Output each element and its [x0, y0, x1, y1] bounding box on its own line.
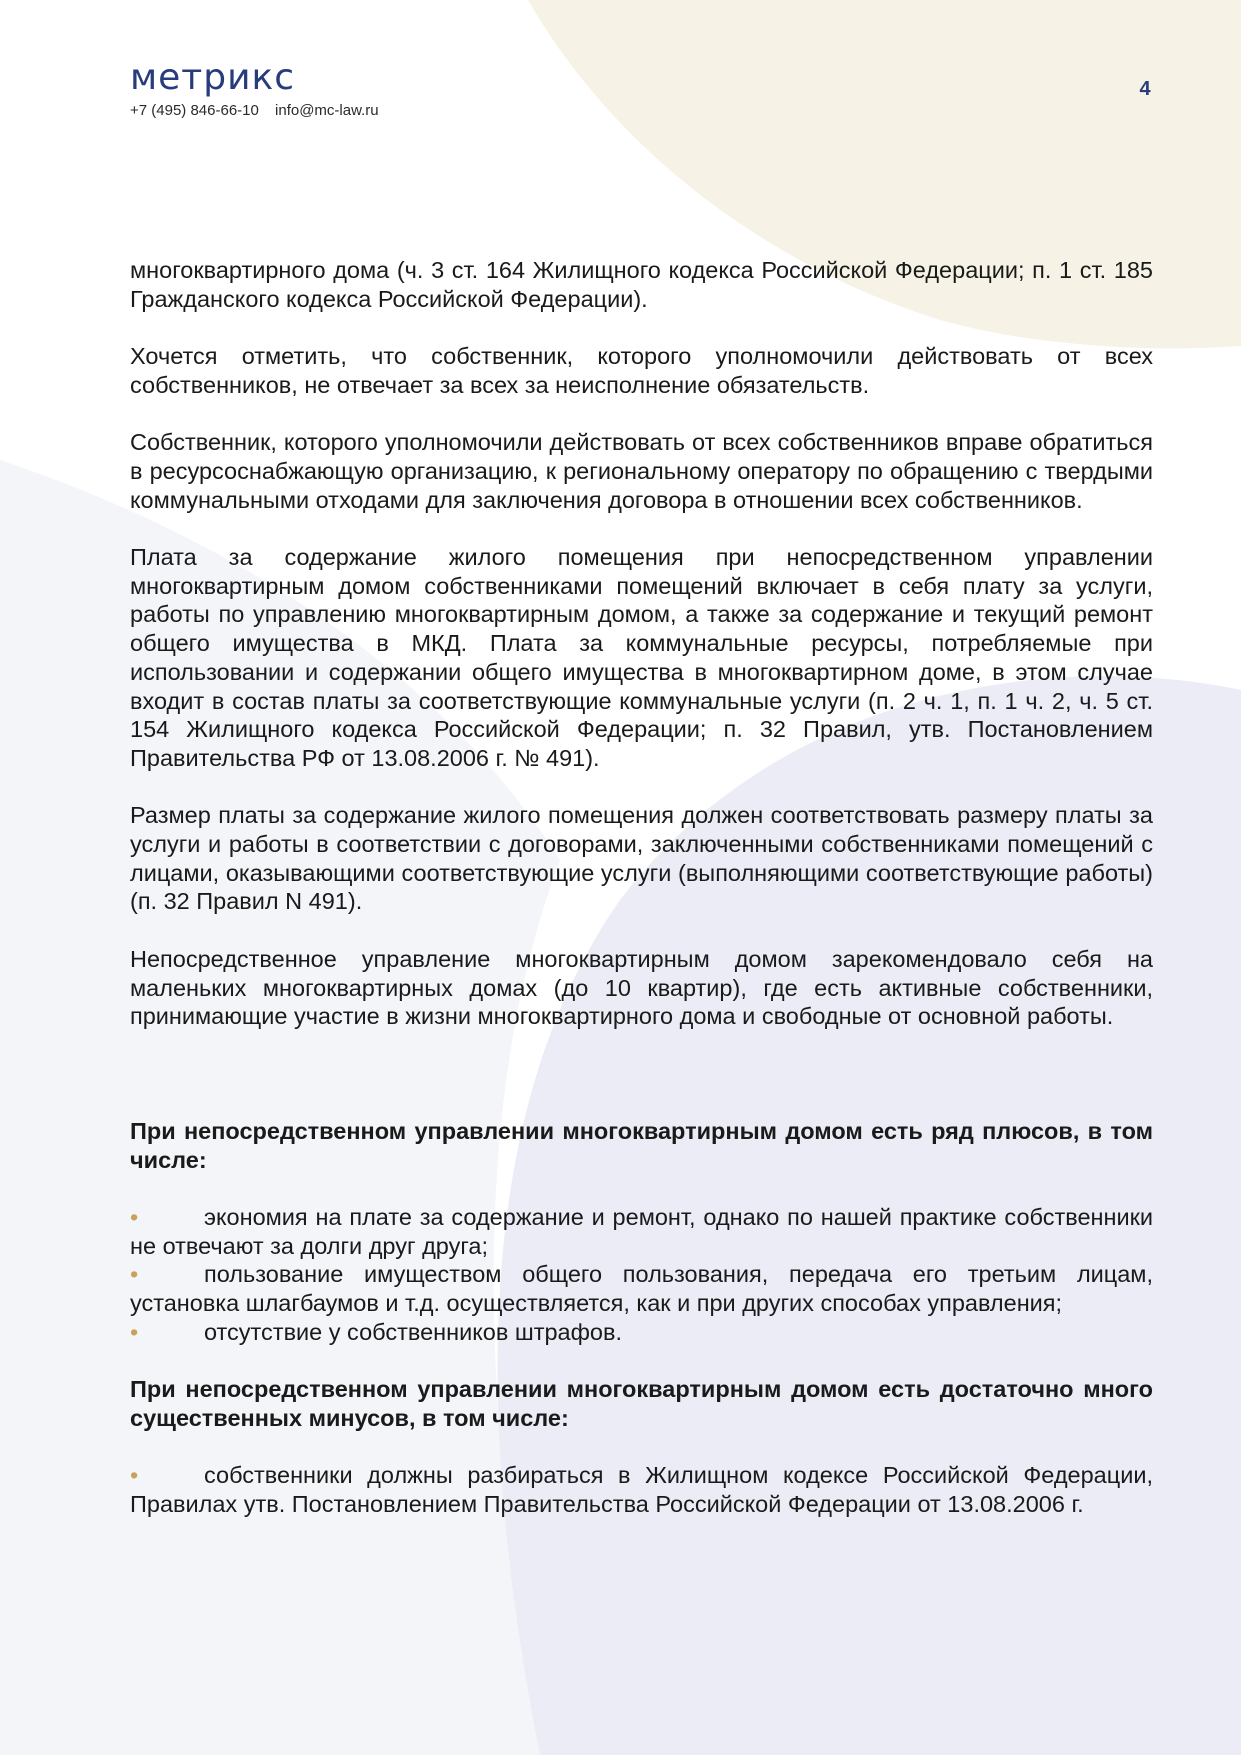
- bullet-icon: •: [130, 1204, 139, 1230]
- paragraph: Собственник, которого уполномочили действовать от всех собственников вправе обратиться в ресурсоснабжающую организацию, к региональному оператору по обращению с твердыми коммунальными отходами для заключения договора в отношении всех собственников.: [130, 429, 1153, 513]
- list-item: [130, 1203, 1153, 1260]
- document-body: [130, 256, 1153, 1519]
- list-item: [130, 1260, 1153, 1317]
- bullet-icon: •: [130, 1462, 139, 1489]
- paragraph: многоквартирного дома (ч. 3 ст. 164 Жилищного кодекса Российской Федерации; п. 1 ст. 185 Гражданского кодекса Российской Федерации).: [130, 257, 1153, 312]
- cons-heading: При непосредственном управлении многоквартирным домом есть достаточно много существенных минусов, в том числе:: [130, 1376, 1153, 1431]
- list-item-text: отсутствие у собственников штрафов.: [204, 1318, 623, 1345]
- contacts: [130, 102, 379, 119]
- phone-number[interactable]: +7 (495) 846-66-10: [130, 102, 259, 119]
- paragraph: Непосредственное управление многоквартирным домом зарекомендовало себя на маленьких многоквартирных домах (до 10 квартир), где есть активные собственники, принимающие участие в жизни многоквартирного дома и свободные от основной работы.: [130, 945, 1153, 1030]
- bullet-icon: •: [130, 1261, 139, 1288]
- list-item: [130, 1318, 1153, 1347]
- bullet-icon: •: [130, 1318, 139, 1345]
- list-item-text: пользование имуществом общего пользования, передача его третьим лицам, установка шлагбаумов и т.д. осуществляется, как и при других способах управления;: [130, 1261, 1153, 1317]
- page-number: 4: [1139, 78, 1151, 100]
- list-item-text: собственники должны разбираться в Жилищном кодексе Российской Федерации, Правилах утв. Постановлением Правительства Российской Федерации от 13.08.2006 г.: [130, 1462, 1153, 1517]
- paragraph: Плата за содержание жилого помещения при непосредственном управлении многоквартирным домом собственниками помещений включает в себя плату за услуги, работы по управлению многоквартирным домом, а также за содержание и текущий ремонт общего имущества в МКД. Плата за коммунальные ресурсы, потребляемые при использовании и содержании общего имущества в многоквартирном доме, в этом случае входит в состав платы за соответствующие коммунальные услуги (п. 2 ч. 1, п. 1 ч. 2, ч. 5 ст. 154 Жилищного кодекса Российской Федерации; п. 32 Правил, утв. Постановлением Правительства РФ от 13.08.2006 г. № 491).: [130, 543, 1153, 771]
- email-link[interactable]: info@mc-law.ru: [275, 102, 379, 119]
- company-logo[interactable]: метрикс: [130, 57, 296, 98]
- list-item-text: экономия на плате за содержание и ремонт, однако по нашей практике собственники не отвечают за долги друг друга;: [130, 1204, 1153, 1259]
- header: [130, 58, 379, 119]
- paragraph: Размер платы за содержание жилого помещения должен соответствовать размеру платы за услуги и работы в соответствии с договорами, заключенными собственниками помещений с лицами, оказывающими соответствующие услуги (выполняющими соответствующие работы) (п. 32 Правил N 491).: [130, 802, 1153, 915]
- paragraph: Хочется отметить, что собственник, которого уполномочили действовать от всех собственников, не отвечает за всех за неисполнение обязательств.: [130, 343, 1153, 398]
- pros-heading: При непосредственном управлении многоквартирным домом есть ряд плюсов, в том числе:: [130, 1117, 1153, 1173]
- list-item: [130, 1461, 1153, 1518]
